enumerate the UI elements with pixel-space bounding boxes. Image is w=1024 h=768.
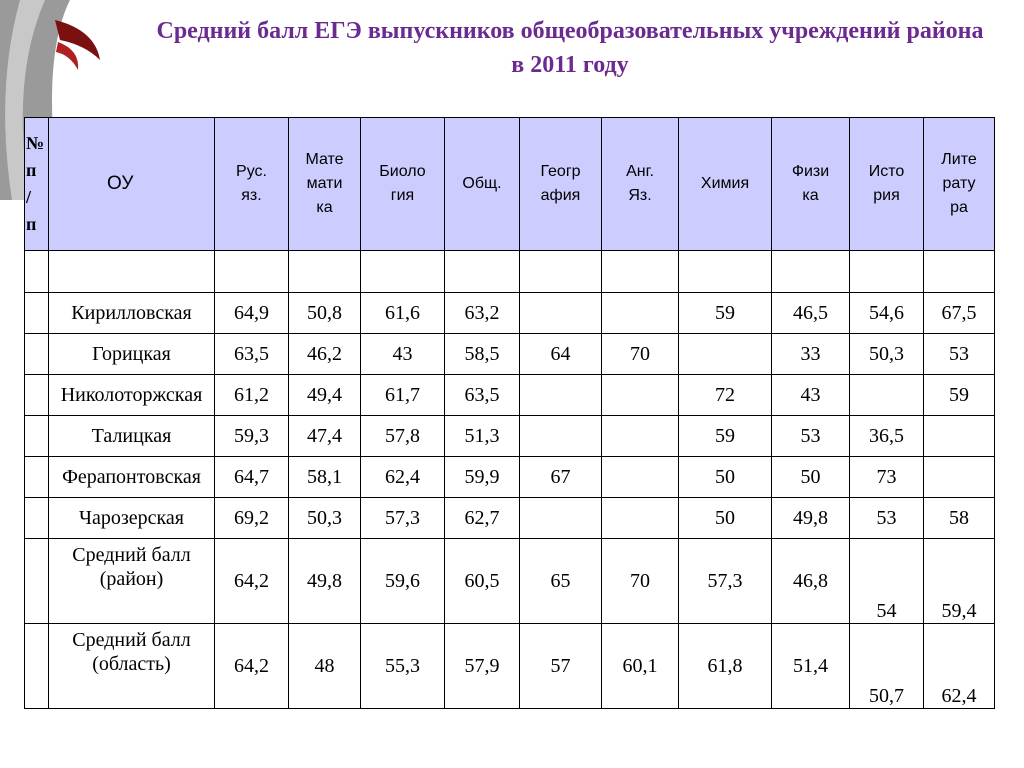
blank-row [25,251,995,293]
score-math: 48 [289,624,361,709]
score-hist: 53 [850,498,924,539]
score-eng [602,293,679,334]
score-bio: 57,8 [361,416,445,457]
page-title: Средний балл ЕГЭ выпускников общеобразовательных учреждений района в 2011 году [156,18,984,78]
empty-cell [25,251,49,293]
score-lit: 58 [924,498,995,539]
school-name: Ферапонтовская [49,457,215,498]
score-geo: 67 [520,457,602,498]
score-rus: 69,2 [215,498,289,539]
score-bio: 62,4 [361,457,445,498]
score-geo: 57 [520,624,602,709]
score-eng: 60,1 [602,624,679,709]
row-num-cell [25,375,49,416]
score-rus: 64,7 [215,457,289,498]
score-geo [520,293,602,334]
score-chem: 59 [679,293,772,334]
score-rus: 64,2 [215,539,289,624]
score-lit: 62,4 [924,624,995,709]
header-rus: Рус. яз. [215,118,289,251]
score-chem: 50 [679,457,772,498]
empty-cell [850,251,924,293]
header-geo: Геогр афия [520,118,602,251]
score-soc: 51,3 [445,416,520,457]
score-phys: 46,5 [772,293,850,334]
empty-cell [602,251,679,293]
score-chem: 57,3 [679,539,772,624]
header-hist: Исто рия [850,118,924,251]
empty-cell [679,251,772,293]
score-bio: 61,6 [361,293,445,334]
empty-cell [520,251,602,293]
average-row-region [25,624,995,709]
table-row [25,498,995,539]
row-num-cell [25,334,49,375]
score-eng: 70 [602,334,679,375]
empty-cell [772,251,850,293]
row-num-cell [25,416,49,457]
school-name: Талицкая [49,416,215,457]
table-row [25,375,995,416]
score-eng: 70 [602,539,679,624]
score-geo [520,498,602,539]
header-eng: Анг. Яз. [602,118,679,251]
score-phys: 49,8 [772,498,850,539]
score-eng [602,498,679,539]
average-row-district [25,539,995,624]
score-bio: 55,3 [361,624,445,709]
row-num-cell [25,457,49,498]
score-lit [924,416,995,457]
score-phys: 53 [772,416,850,457]
header-num: № п / п [25,118,49,251]
score-geo [520,416,602,457]
school-name: Кирилловская [49,293,215,334]
score-lit [924,457,995,498]
score-rus: 64,9 [215,293,289,334]
score-phys: 33 [772,334,850,375]
score-lit: 53 [924,334,995,375]
score-chem [679,334,772,375]
table-row [25,293,995,334]
school-name: Горицкая [49,334,215,375]
header-ou: ОУ [49,118,215,251]
school-name: Николоторжская [49,375,215,416]
empty-cell [924,251,995,293]
score-bio: 61,7 [361,375,445,416]
score-hist: 54,6 [850,293,924,334]
score-hist: 50,7 [850,624,924,709]
row-num-cell [25,498,49,539]
score-math: 49,4 [289,375,361,416]
score-rus: 64,2 [215,624,289,709]
score-hist [850,375,924,416]
header-row [25,118,995,251]
score-geo: 65 [520,539,602,624]
empty-cell [215,251,289,293]
table-row [25,334,995,375]
header-bio: Биоло гия [361,118,445,251]
score-lit: 59,4 [924,539,995,624]
header-phys: Физи ка [772,118,850,251]
score-hist: 36,5 [850,416,924,457]
score-bio: 59,6 [361,539,445,624]
score-geo: 64 [520,334,602,375]
score-bio: 43 [361,334,445,375]
header-math: Мате мати ка [289,118,361,251]
score-chem: 61,8 [679,624,772,709]
score-soc: 59,9 [445,457,520,498]
score-math: 46,2 [289,334,361,375]
table-row [25,457,995,498]
score-soc: 63,5 [445,375,520,416]
row-num-cell [25,624,49,709]
score-math: 47,4 [289,416,361,457]
score-math: 50,3 [289,498,361,539]
average-label: Средний балл (район) [49,539,215,624]
header-soc: Общ. [445,118,520,251]
score-eng [602,416,679,457]
score-soc: 58,5 [445,334,520,375]
score-chem: 50 [679,498,772,539]
empty-cell [289,251,361,293]
score-geo [520,375,602,416]
row-num-cell [25,539,49,624]
empty-cell [361,251,445,293]
score-phys: 50 [772,457,850,498]
score-hist: 50,3 [850,334,924,375]
header-chem: Химия [679,118,772,251]
score-lit: 67,5 [924,293,995,334]
score-phys: 46,8 [772,539,850,624]
score-math: 58,1 [289,457,361,498]
table-row [25,416,995,457]
score-eng [602,457,679,498]
score-rus: 61,2 [215,375,289,416]
score-soc: 60,5 [445,539,520,624]
score-hist: 73 [850,457,924,498]
score-chem: 72 [679,375,772,416]
score-math: 50,8 [289,293,361,334]
score-rus: 63,5 [215,334,289,375]
score-hist: 54 [850,539,924,624]
score-lit: 59 [924,375,995,416]
score-soc: 63,2 [445,293,520,334]
average-label: Средний балл (область) [49,624,215,709]
score-phys: 51,4 [772,624,850,709]
score-phys: 43 [772,375,850,416]
score-chem: 59 [679,416,772,457]
header-lit: Лите рату ра [924,118,995,251]
score-math: 49,8 [289,539,361,624]
score-bio: 57,3 [361,498,445,539]
score-rus: 59,3 [215,416,289,457]
score-soc: 57,9 [445,624,520,709]
score-soc: 62,7 [445,498,520,539]
empty-cell [49,251,215,293]
results-table [24,117,995,709]
score-eng [602,375,679,416]
empty-cell [445,251,520,293]
row-num-cell [25,293,49,334]
school-name: Чарозерская [49,498,215,539]
